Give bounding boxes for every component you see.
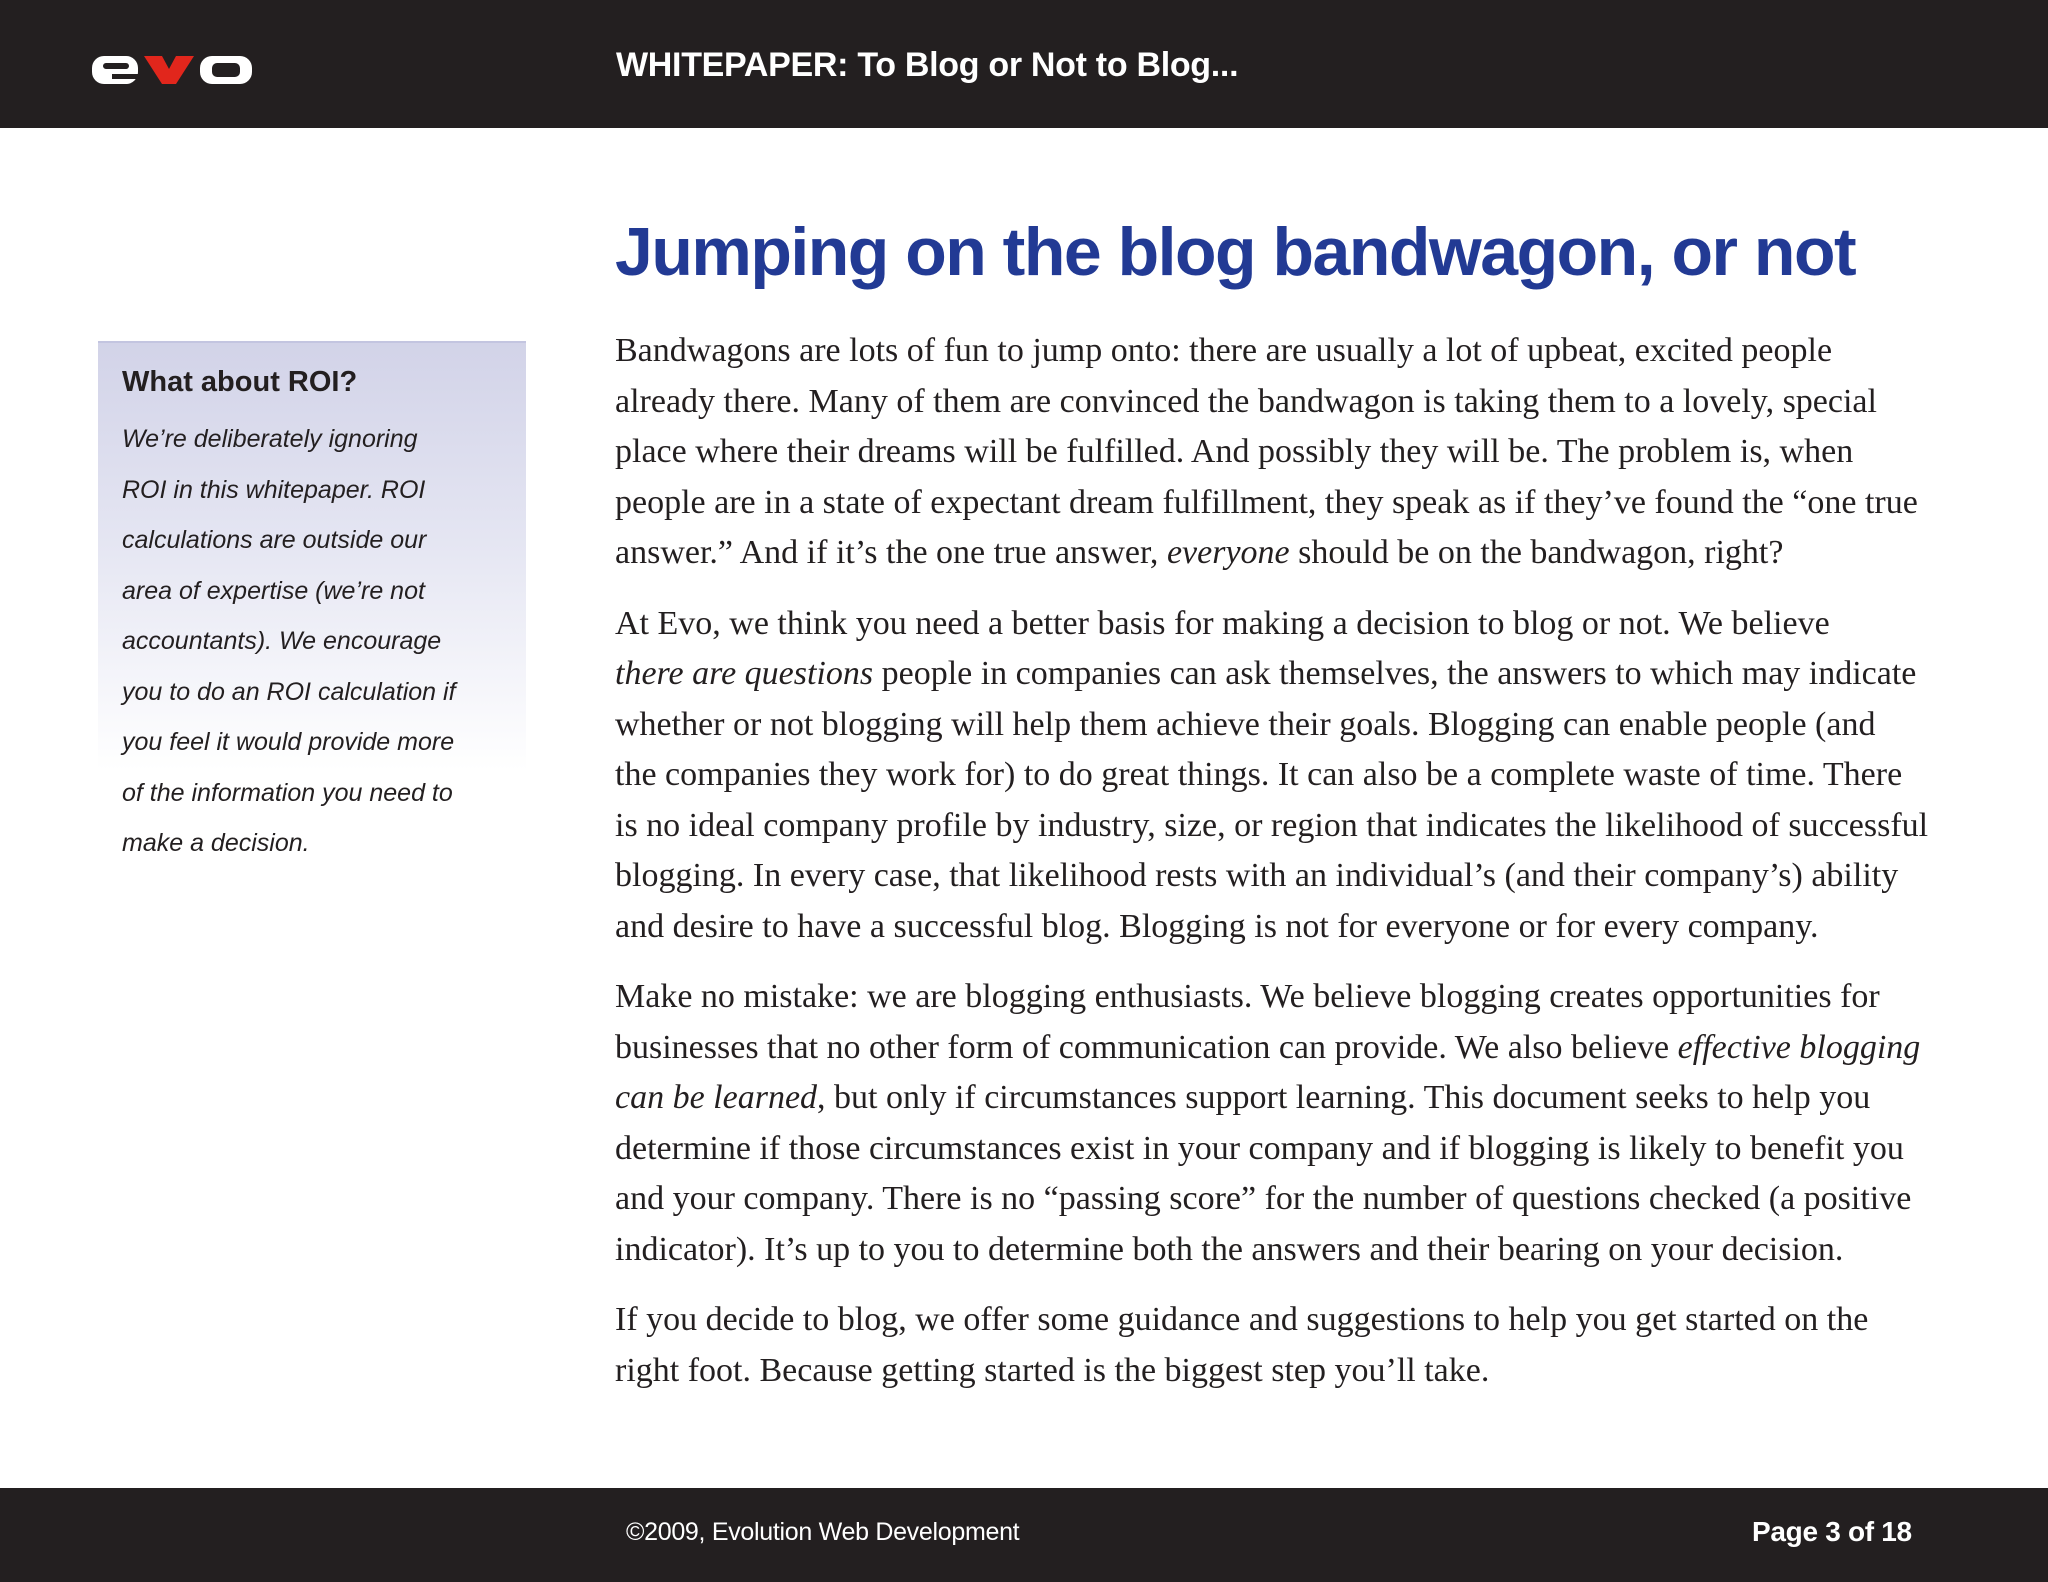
sidebar-line: you feel it would provide more bbox=[122, 728, 455, 756]
sidebar-line: We’re deliberately ignoring bbox=[122, 425, 418, 453]
text-line: is no ideal company profile by industry, size, or region that indicates the likelihood of successful bbox=[615, 806, 1929, 844]
text-line: Make no mistake: we are blogging enthusiasts. We believe blogging creates opportunities for bbox=[615, 978, 1880, 1015]
text-line: If you decide to blog, we offer some guidance and suggestions to help you get started on the bbox=[615, 1301, 1869, 1338]
text-line bbox=[615, 1073, 2005, 1124]
sidebar-line: of the information you need to bbox=[122, 778, 453, 807]
text-line bbox=[615, 528, 2005, 579]
text-line: At Evo, we think you need a better basis for making a decision to blog or not. We believe bbox=[615, 604, 1830, 642]
sidebar-line: you to do an ROI calculation if bbox=[122, 677, 456, 706]
text-line bbox=[615, 1023, 2005, 1074]
text-run: answer.” And if it’s the one true answer, bbox=[615, 534, 1167, 571]
text-run: , but only if circumstances support learning. This document seeks to help you bbox=[817, 1079, 1871, 1116]
text-line: blogging. In every case, that likelihood rests with an individual’s (and their company’s) ability bbox=[615, 857, 1899, 894]
sidebar-line: make a decision. bbox=[122, 829, 310, 857]
text-line: the companies they work for) to do great things. It can also be a complete waste of time. There bbox=[615, 756, 1903, 793]
emphasis: can be learned bbox=[615, 1079, 818, 1116]
text-line: already there. Many of them are convinced the bandwagon is taking them to a lovely, special bbox=[615, 382, 1877, 420]
text-run: businesses that no other form of communication can provide. We also believe bbox=[615, 1028, 1678, 1066]
emphasis: there are questions bbox=[615, 655, 874, 692]
footer-bar bbox=[0, 1488, 2048, 1582]
emphasis: everyone bbox=[1166, 534, 1290, 571]
sidebar-line: area of expertise (we’re not bbox=[122, 576, 425, 605]
body-text bbox=[615, 326, 2005, 1416]
text-run: people in companies can ask themselves, the answers to which may indicate bbox=[873, 655, 1917, 692]
paragraph-4 bbox=[615, 1295, 2005, 1396]
text-line: and your company. There is no “passing score” for the number of questions checked (a positive bbox=[615, 1180, 1912, 1217]
sidebar-title: What about ROI? bbox=[122, 366, 358, 398]
text-line: and desire to have a successful blog. Blogging is not for everyone or for every company. bbox=[615, 907, 1819, 945]
paragraph-2 bbox=[615, 599, 2005, 953]
paragraph-3 bbox=[615, 972, 2005, 1275]
text-line: right foot. Because getting started is the biggest step you’ll take. bbox=[615, 1351, 1490, 1389]
text-line: Bandwagons are lots of fun to jump onto: there are usually a lot of upbeat, excited people bbox=[615, 332, 1833, 369]
page-number: Page 3 of 18 bbox=[1752, 1516, 1912, 1547]
sidebar-line: calculations are outside our bbox=[122, 526, 427, 554]
sidebar-line: ROI in this whitepaper. ROI bbox=[122, 475, 426, 504]
text-line: determine if those circumstances exist in your company and if blogging is likely to benefit you bbox=[615, 1129, 1904, 1167]
text-line: people are in a state of expectant dream fulfillment, they speak as if they’ve found the “one true bbox=[615, 483, 1918, 521]
paragraph-1 bbox=[615, 326, 2005, 579]
evo-logo bbox=[92, 54, 252, 86]
sidebar-line: accountants). We encourage bbox=[122, 627, 442, 655]
document-title: WHITEPAPER: To Blog or Not to Blog... bbox=[616, 46, 1239, 84]
text-line bbox=[615, 649, 2005, 700]
sidebar-text bbox=[122, 414, 522, 869]
text-line: indicator). It’s up to you to determine both the answers and their bearing on your decision. bbox=[615, 1230, 1844, 1268]
text-line: whether or not blogging will help them achieve their goals. Blogging can enable people (and bbox=[615, 705, 1876, 743]
copyright-notice: ©2009, Evolution Web Development bbox=[626, 1518, 1020, 1546]
text-line: place where their dreams will be fulfilled. And possibly they will be. The problem is, when bbox=[615, 433, 1854, 470]
emphasis: effective blogging bbox=[1677, 1028, 1921, 1066]
text-run: should be on the bandwagon, right? bbox=[1289, 534, 1784, 571]
page-headline: Jumping on the blog bandwagon, or not bbox=[615, 214, 1856, 290]
header-bar bbox=[0, 0, 2048, 128]
